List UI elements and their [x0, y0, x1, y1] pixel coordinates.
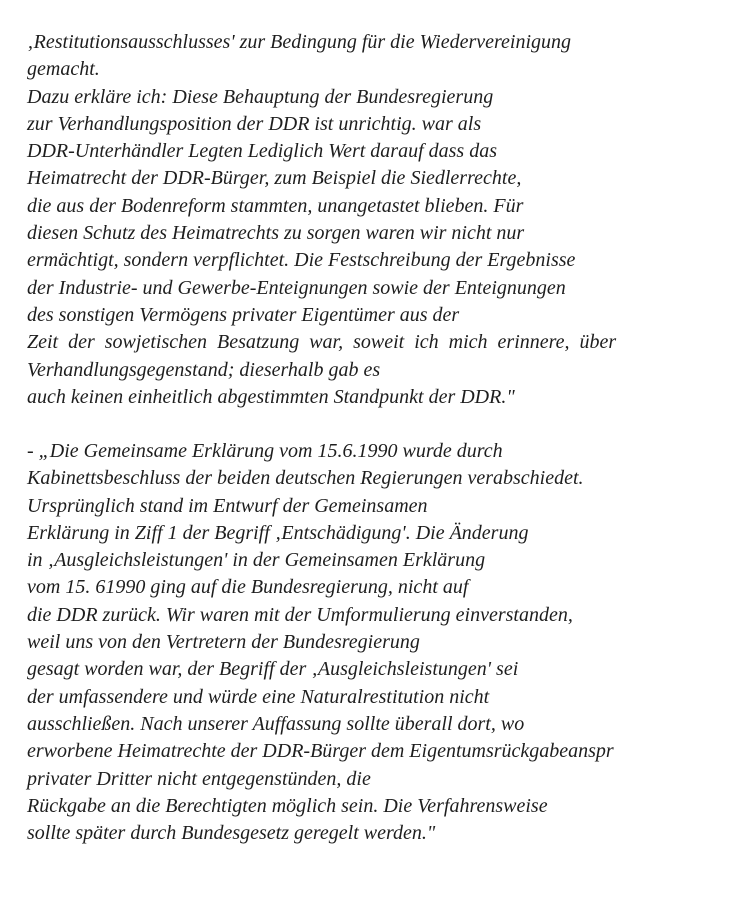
text-line: weil uns von den Vertretern der Bundesregierung — [27, 631, 420, 654]
text-line: ‚Restitutionsausschlusses' zur Bedingung für die Wiedervereinigung — [27, 31, 572, 53]
text-line: sollte später durch Bundesgesetz geregelt werden." — [27, 822, 436, 845]
text-line: gemacht. — [27, 58, 100, 81]
text-line: ausschließen. Nach unserer Auffassung sollte überall dort, wo — [27, 712, 525, 735]
text-line: zur Verhandlungsposition der DDR ist unrichtig. war als — [27, 112, 482, 135]
text-line: der Industrie- und Gewerbe-Enteignungen sowie der Enteignungen — [27, 276, 566, 299]
text-line: Zeit der sowjetischen Besatzung war, soweit ich mich erinnere, über — [27, 331, 617, 354]
text-line: gesagt worden war, der Begriff der ‚Ausgleichsleistungen' sei — [27, 658, 519, 681]
text-line: des sonstigen Vermögens privater Eigentümer aus der — [27, 303, 460, 326]
text-line: privater Dritter nicht entgegenstünden, die — [27, 767, 371, 790]
paragraph-2 — [27, 438, 614, 847]
text-line: DDR-Unterhändler Legten Lediglich Wert darauf dass das — [27, 140, 497, 163]
text-line: die DDR zurück. Wir waren mit der Umformulierung einverstanden, — [27, 603, 573, 626]
text-line: Heimatrecht der DDR-Bürger, zum Beispiel die Siedlerrechte, — [27, 167, 522, 190]
text-line: der umfassendere und würde eine Naturalrestitution nicht — [27, 685, 490, 708]
text-line: die aus der Bodenreform stammten, unangetastet blieben. Für — [27, 194, 524, 217]
text-line: ermächtigt, sondern verpflichtet. Die Festschreibung der Ergebnisse — [27, 249, 576, 272]
text-line: in ‚Ausgleichsleistungen' in der Gemeinsamen Erklärung — [27, 549, 486, 572]
text-line: Kabinettsbeschluss der beiden deutschen Regierungen verabschiedet. — [27, 467, 584, 490]
text-line: Erklärung in Ziff 1 der Begriff ‚Entschädigung'. Die Änderung — [27, 521, 529, 544]
text-line: diesen Schutz des Heimatrechts zu sorgen waren wir nicht nur — [27, 222, 525, 245]
text-line: vom 15. 61990 ging auf die Bundesregierung, nicht auf — [27, 576, 469, 599]
text-line: - „Die Gemeinsame Erklärung vom 15.6.1990 wurde durch — [27, 440, 503, 462]
text-line: Verhandlungsgegenstand; dieserhalb gab es — [27, 358, 381, 381]
text-line: Ursprünglich stand im Entwurf der Gemeinsamen — [27, 494, 428, 517]
paragraph-1 — [27, 29, 616, 411]
text-line: Rückgabe an die Berechtigten möglich sein. Die Verfahrensweise — [27, 794, 548, 817]
text-line: Dazu erkläre ich: Diese Behauptung der Bundesregierung — [27, 85, 494, 108]
text-line: auch keinen einheitlich abgestimmten Standpunkt der DDR." — [27, 385, 515, 408]
text-line: erworbene Heimatrechte der DDR-Bürger dem Eigentumsrückgabeanspr — [27, 740, 614, 763]
